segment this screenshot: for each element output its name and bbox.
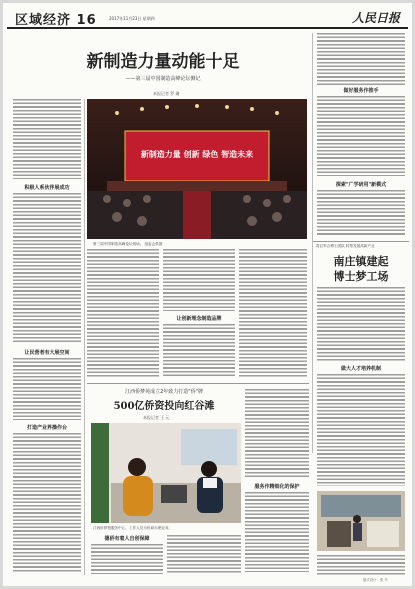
story2-headline: 500亿侨资投向红谷滩 bbox=[113, 401, 215, 412]
main-headline: 新制造力量动能十足 bbox=[86, 52, 240, 72]
forum-photo-caption: 第三届中国制造高峰论坛现场。 组委会供图 bbox=[93, 242, 163, 246]
story2-byline: 本报记者 王 元 bbox=[143, 415, 170, 420]
workshop-photo bbox=[317, 491, 405, 551]
story2-heading-1: 德侨有着人自创保障 bbox=[104, 536, 150, 542]
main-byline: 本报记者 罗 珊 bbox=[153, 91, 180, 96]
rbox-kicker: 将巨军合博士团队 转型发展高新产业 bbox=[316, 244, 375, 248]
issue-date: 2017年11月23日 星期四 bbox=[109, 16, 155, 21]
rbox-heading: 做大人才培养机制 bbox=[340, 366, 381, 372]
section-title: 区域经济 16 bbox=[15, 13, 97, 28]
rbox-title-1: 南庄镇建起 bbox=[333, 255, 389, 268]
story2-kicker: 江西侨梦苑成立2年致力打造"侨"牌 bbox=[125, 389, 203, 395]
left-heading-3: 打造产业界操作台 bbox=[26, 425, 67, 431]
service-photo-caption: 江西侨梦苑服务中心，工作人员为侨商办理业务。 bbox=[93, 526, 173, 530]
rbox-title-2: 博士梦工场 bbox=[333, 270, 389, 283]
newspaper-logo: 人民日报 bbox=[351, 11, 400, 25]
masthead bbox=[7, 7, 408, 29]
right-heading-1: 做好服务作推手 bbox=[343, 88, 379, 94]
right-heading-2: 探索"广学研用"新模式 bbox=[335, 182, 387, 188]
left-heading-1: 积极人系伙伴展成功 bbox=[24, 185, 70, 191]
stage-screen-text: 新制造力量 创新 绿色 智造未来 bbox=[140, 149, 254, 159]
story2-heading-2: 服务作精细化的保护 bbox=[254, 484, 300, 490]
main-subtitle: ——第三届中国制造高峰论坛侧记 bbox=[125, 76, 201, 82]
layout-credit: 版式设计：张 丹 bbox=[363, 578, 388, 582]
newspaper-page bbox=[3, 3, 412, 586]
service-center-photo bbox=[91, 423, 241, 523]
forum-photo bbox=[87, 99, 307, 239]
center-heading-1: 让创新理念制造品牌 bbox=[176, 316, 222, 322]
left-heading-2: 让民营者有大展空间 bbox=[24, 350, 70, 356]
